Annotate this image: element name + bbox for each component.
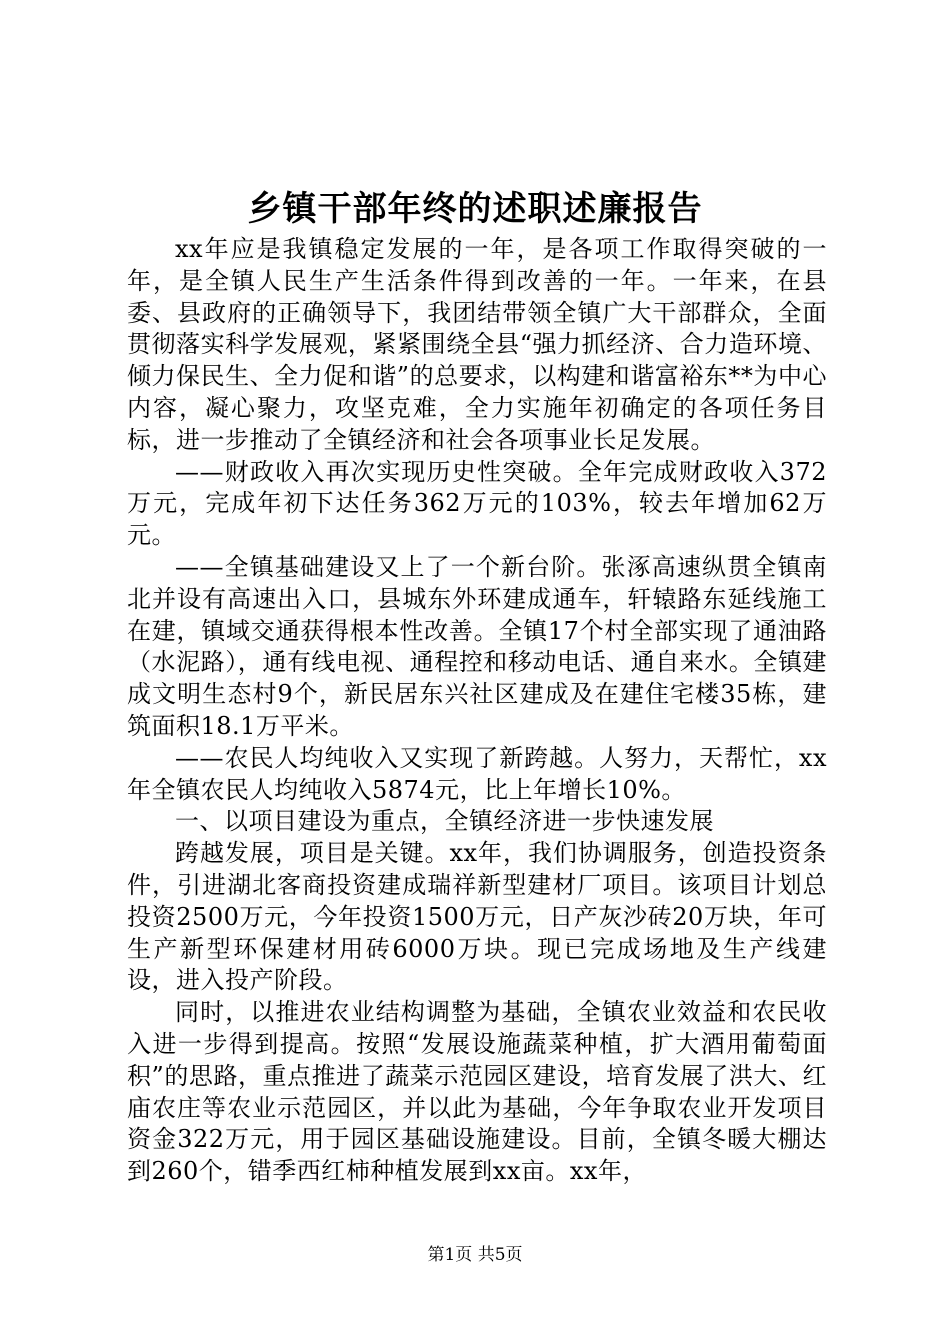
page-footer: 第1页 共5页 (427, 1245, 523, 1265)
paragraph-intro: xx年应是我镇稳定发展的一年，是各项工作取得突破的一年，是全镇人民生产生活条件得到改善的一年。一年来，在县委、县政府的正确领导下，我团结带领全镇广大干部群众，全面贯彻落实科学发展观，紧紧围绕全县“强力抓经济、合力造环境、倾力保民生、全力促和谐”的总要求，以构建和谐富裕东**为中心内容，凝心聚力，攻坚克难，全力实施年初确定的各项任务目标，进一步推动了全镇经济和社会各项事业长足发展。 (127, 235, 827, 454)
document-body (127, 234, 827, 1188)
section-heading-1: 一、以项目建设为重点，全镇经济进一步快速发展 (175, 807, 714, 836)
paragraph-agriculture: 同时，以推进农业结构调整为基础，全镇农业效益和农民收入进一步得到提高。按照“发展设施蔬菜种植，扩大酒用葡萄面积”的思路，重点推进了蔬菜示范园区建设，培育发展了洪大、红庙农庄等农业示范园区，并以此为基础，今年争取农业开发项目资金322万元，用于园区基础设施建设。目前，全镇冬暖大棚达到260个，错季西红柿种植发展到xx亩。xx年， (127, 998, 827, 1186)
paragraph-fiscal-revenue: ——财政收入再次实现历史性突破。全年完成财政收入372万元，完成年初下达任务362万元的103%，较去年增加62万元。 (127, 457, 827, 550)
paragraph-projects: 跨越发展，项目是关键。xx年，我们协调服务，创造投资条件，引进湖北客商投资建成瑞祥新型建材厂项目。该项目计划总投资2500万元，今年投资1500万元，日产灰沙砖20万块，年可生产新型环保建材用砖6000万块。现已完成场地及生产线建设，进入投产阶段。 (127, 839, 827, 995)
paragraph-farmer-income: ——农民人均纯收入又实现了新跨越。人努力，天帮忙，xx年全镇农民人均纯收入5874元，比上年增长10%。 (127, 743, 827, 804)
document-title: 乡镇干部年终的述职述廉报告 (247, 189, 703, 229)
paragraph-infrastructure: ——全镇基础建设又上了一个新台阶。张涿高速纵贯全镇南北并设有高速出入口，县城东外环建成通车，轩辕路东延线施工在建，镇域交通获得根本性改善。全镇17个村全部实现了通油路（水泥路），通有线电视、通程控和移动电话、通自来水。全镇建成文明生态村9个，新民居东兴社区建成及在建住宅楼35栋，建筑面积18.1万平米。 (127, 552, 827, 740)
